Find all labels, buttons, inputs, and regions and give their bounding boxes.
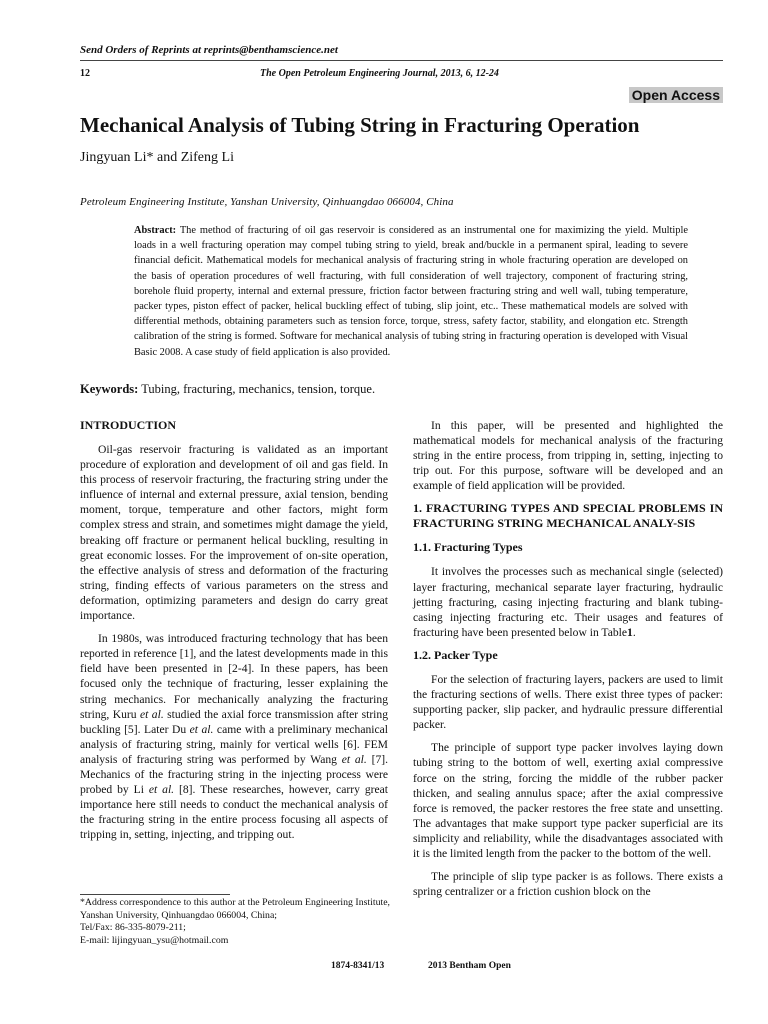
article-authors: Jingyuan Li* and Zifeng Li xyxy=(80,150,234,165)
journal-year: , 2013, xyxy=(435,68,466,79)
right-column xyxy=(413,418,723,907)
abstract-label: Abstract: xyxy=(134,225,177,236)
left-column xyxy=(80,418,388,850)
footnote xyxy=(80,897,390,947)
journal-pages: , 12-24 xyxy=(470,68,499,79)
open-access-badge: Open Access xyxy=(629,87,723,103)
et-al: et al. xyxy=(140,707,164,721)
page-number: 12 xyxy=(80,68,90,79)
section-1-heading: 1. FRACTURING TYPES AND SPECIAL PROBLEMS IN FRACTURING STRING MECHANICAL ANALY-SIS xyxy=(413,501,723,531)
section-1-1-heading: 1.1. Fracturing Types xyxy=(413,540,523,555)
keywords-text: Tubing, fracturing, mechanics, tension, torque. xyxy=(138,382,376,396)
table-reference: 1 xyxy=(627,625,633,639)
packer-type-paragraph-1: For the selection of fracturing layers, packers are used to limit the fracturing sections of wells. There exist three types of packer: supporting packer, slip packer, and hydraulic pressure differential packer. xyxy=(413,672,723,732)
footer-publisher: 2013 Bentham Open xyxy=(428,961,511,971)
footnote-tel: Tel/Fax: 86-335-8079-211; xyxy=(80,922,186,933)
abstract xyxy=(134,223,688,360)
footnote-divider xyxy=(80,894,230,895)
keywords-label: Keywords: xyxy=(80,382,139,396)
footnote-address: *Address correspondence to this author at the Petroleum Engineering Institute, Yanshan University, Qinhuangdao 066004, China; xyxy=(80,897,390,921)
text-run: It involves the processes such as mechanical single (selected) layer fracturing, mechanical separate layer fracturing, hydraulic jetting fracturing, casing injecting fracturing and blank tubing-casing injecting fracturing etc. Their usages and features of fracturing have been presented below in Table xyxy=(413,565,723,639)
fracturing-types-paragraph xyxy=(413,564,723,639)
intro-paragraph-1: Oil-gas reservoir fracturing is validated as an important procedure of exploration and development of oil and gas field. In this process of reservoir fracturing, the fracturing string under the influence of internal and external pressure, axial tension, bending moment, torque, temperature and other factors, might form complex stress and strain, and sometimes might damage the yield, breaking off fracture or permanent helical buckling, resulting in great economic losses. For the improvement of on-site operation, the effective analysis of stress and deformation of the fracturing string, finding effects of various parameters on the stress and deformation, optimizing parameters and design do carry great importance. xyxy=(80,443,388,623)
text-run: [8]. These researches, however, carry great importance here still needs to conduct the mechanical analysis of the fracturing string in the entire process focusing all aspects of tripping in, setting, injecting, and tripping out. xyxy=(80,783,388,842)
footnote-email: E-mail: lijingyuan_ysu@hotmail.com xyxy=(80,934,229,946)
section-1-2-heading: 1.2. Packer Type xyxy=(413,647,498,662)
keywords xyxy=(80,382,375,397)
author-affiliation: Petroleum Engineering Institute, Yanshan University, Qinhuangdao 066004, China xyxy=(80,196,454,208)
journal-citation xyxy=(260,68,660,79)
text-run: [7]. Mechanics of the fracturing string in the injecting process were probed by Li xyxy=(80,752,388,797)
packer-type-paragraph-2: The principle of support type packer involves laying down tubing string to the bottom of well, exerting axial compressive force on the string, forcing the middle of the rubber packer thicken, and sealing annulus space; after the axial compressive force is removed, the packer restores the free state and unsetting. The advantages that make support type packer superficial are its simplicity and reliability, while the disadvantages associated with it is the limited length from the packer to the bottom of the well. xyxy=(413,741,723,860)
et-al: et al. xyxy=(341,752,367,766)
text-run: . xyxy=(632,625,636,639)
text-run: came with a preliminary mechanical analysis of fracturing string, mainly for vertical wells [6]. FEM analysis of fracturing string was performed by Wang xyxy=(80,722,389,766)
text-run: In 1980s, was introduced fracturing technology that has been reported in reference [1], and the latest developments made in this field have been presented in [2-4]. In these papers, has been focused only the technique of fracturing, lesser explaining the string mechanics. For mechanically analyzing the fracturing string, Kuru xyxy=(80,632,388,721)
article-title: Mechanical Analysis of Tubing String in Fracturing Operation xyxy=(80,113,640,137)
right-paragraph-1: In this paper, will be presented and highlighted the mathematical models for mechanical analysis of the fracturing string in the entire process, from tripping in, setting, injecting to trip out. For this purpose, software will be developed and an example of field application will be provided. xyxy=(413,419,723,493)
reprints-notice: Send Orders of Reprints at reprints@benthamscience.net xyxy=(80,44,338,56)
abstract-text: The method of fracturing of oil gas reservoir is considered as an instrumental one for maximizing the yield. Multiple loads in a well fracturing operation may compel tubing string to yield, break and/buckle in a permanent spiral, leading to severe financial deficit. Mathematical models for mechanical analysis of fracturing string in whole fracturing operation are developed on the basis of operation procedures of well fracturing, with full consideration of well trajectory, component of fracturing string, borehole fluid property, internal and external pressure, friction factor between fracturing string and well wall, tubing temperature, packer types, piston effect of packer, helical buckling effect of tubing, slip joint, etc.. These mathematical models are solved with differential methods, obtaining parameters such as tension force, torque, stress, safety factor, stability, and elongation etc. Strength calibration of the string is formed. Software for mechanical analysis of tubing string in fracturing operation is developed with Visual Basic 2008. A case study of field application is also provided. xyxy=(134,225,688,358)
intro-paragraph-2 xyxy=(80,631,388,842)
introduction-heading: INTRODUCTION xyxy=(80,418,177,432)
et-al: et al. xyxy=(148,783,175,797)
header-divider xyxy=(80,60,723,61)
et-al: et al. xyxy=(189,722,214,736)
packer-type-paragraph-3: The principle of slip type packer is as follows. There exists a spring centralizer or a friction cushion block on the xyxy=(413,870,723,899)
journal-name: The Open Petroleum Engineering Journal xyxy=(260,68,436,79)
text-run: studied the axial force transmission after string buckling [5]. Later Du xyxy=(80,707,388,736)
footer-issn: 1874-8341/13 xyxy=(331,961,385,971)
journal-volume: 6 xyxy=(465,68,471,79)
